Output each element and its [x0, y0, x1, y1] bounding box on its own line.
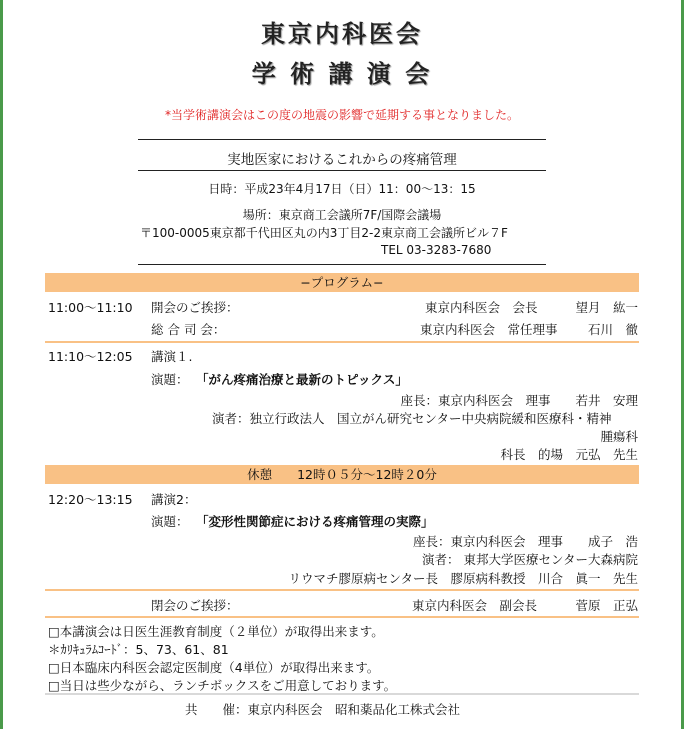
lecture1-chair: 座長：東京内科医会 理事 若井 安理 [400, 393, 638, 408]
header-rule-mid [138, 170, 546, 171]
footer-divider [45, 693, 639, 695]
opening-label: 開会のご挨拶： [151, 300, 239, 315]
lecture2-chair: 座長：東京内科医会 理事 成子 浩 [412, 534, 638, 549]
closing-name: 菅原 正弘 [575, 598, 638, 613]
tel-line: TEL 03-3283-7680 [381, 243, 492, 257]
opening-time: 11:00〜11:10 [48, 300, 133, 315]
lecture1-speaker-name: 科長 的場 元弘 先生 [500, 447, 638, 462]
closing-label: 閉会のご挨拶： [151, 598, 239, 613]
title-line1: 東京内科医会 [261, 19, 423, 48]
opening-org: 東京内科医会 会長 [425, 300, 538, 315]
mc-label: 総 合 司 会： [151, 322, 226, 337]
program-header: −プログラム− [45, 273, 639, 292]
lecture1-title-label: 演題： [151, 372, 189, 387]
lecture2-speaker-name: リウマチ膠原病センター長 膠原病科教授 川合 眞一 先生 [288, 571, 638, 586]
opening-name: 望月 紘一 [575, 300, 638, 315]
section-divider [45, 589, 639, 591]
lecture2-title: 「変形性関節症における疼痛管理の実際」 [196, 514, 434, 529]
note-item: □当日は些少ながら、ランチボックスをご用意しております。 [48, 678, 397, 693]
lecture1-speaker-cont: 腫瘍科 [600, 429, 638, 444]
lecture1-heading: 講演１. [151, 349, 193, 364]
section-divider [45, 616, 639, 618]
lecture2-speaker: 演者： 東邦大学医療センター大森病院 [422, 552, 638, 567]
mc-name: 石川 徹 [587, 322, 638, 337]
break-bar: 休憩 12時０５分〜12時２0分 [45, 465, 639, 484]
date-line: 日時：平成23年4月17日（日）11：00〜13：15 [208, 182, 476, 196]
lecture1-time: 11:10〜12:05 [48, 349, 133, 364]
note-item: ＊ｶﾘｷｭﾗﾑｺｰﾄﾞ：5、73、61、81 [48, 642, 229, 657]
header-rule-bottom [138, 264, 546, 265]
note-item: □本講演会は日医生涯教育制度（２単位）が取得出来ます。 [48, 624, 384, 639]
lecture2-time: 12:20〜13:15 [48, 492, 133, 507]
theme-title: 実地医家におけるこれからの疼痛管理 [227, 152, 457, 168]
lecture1-title: 「がん疼痛治療と最新のトピックス」 [196, 372, 408, 387]
postponement-notice: *当学術講演会はこの度の地震の影響で延期する事となりました。 [164, 108, 519, 122]
lecture2-title-label: 演題： [151, 514, 189, 529]
title-line2: 学 術 講 演 会 [251, 59, 433, 88]
venue-line: 場所：東京商工会議所7F/国際会議場 [242, 208, 442, 222]
section-divider [45, 341, 639, 343]
lecture2-heading: 講演2： [151, 492, 197, 507]
closing-org: 東京内科医会 副会長 [412, 598, 538, 613]
note-item: □日本臨床内科医会認定医制度（4単位）が取得出来ます。 [48, 660, 380, 675]
sponsor-line: 共 催：東京内科医会 昭和薬品化工株式会社 [185, 702, 461, 717]
header-rule-top [138, 139, 546, 140]
mc-org: 東京内科医会 常任理事 [420, 322, 558, 337]
address-line: 〒100-0005東京都千代田区丸の内3丁目2-2東京商工会議所ビル７F [140, 226, 508, 240]
lecture1-speaker: 演者：独立行政法人 国立がん研究センター中央病院緩和医療科・精神 [212, 411, 612, 426]
